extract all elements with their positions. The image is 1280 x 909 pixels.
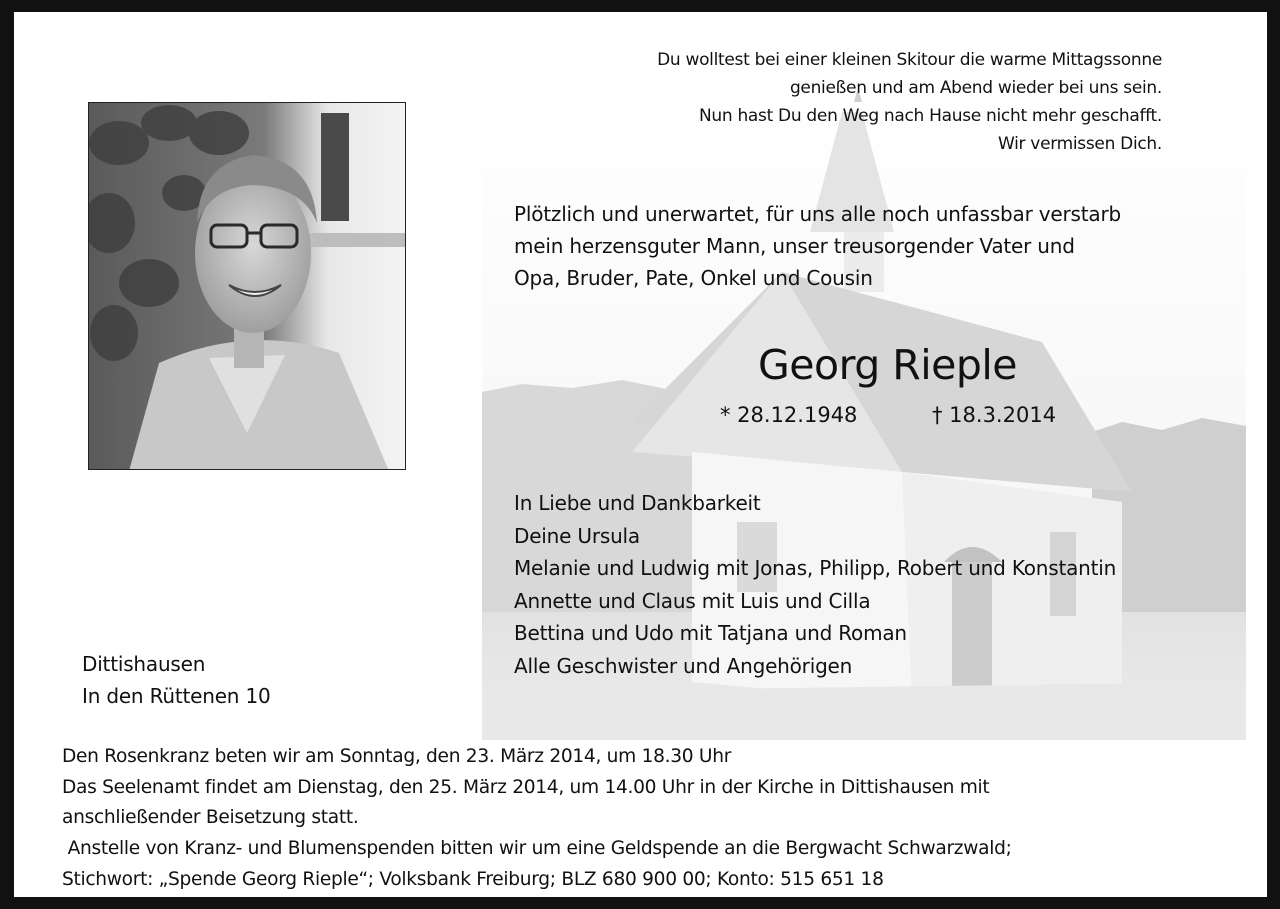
family-address [82,648,271,712]
intro-line: mein herzensguter Mann, unser treusorgender Vater und [514,234,1075,258]
notice-line: anschließender Beisetzung statt. [62,807,359,829]
birth-date: * 28.12.1948 [720,403,858,427]
mourner-line: Annette und Claus mit Luis und Cilla [514,588,871,613]
intro-line: Plötzlich und unerwartet, für uns alle noch unfassbar verstarb [514,202,1121,226]
verse-line: Wir vermissen Dich. [997,134,1162,154]
memorial-verse [657,46,1162,158]
mourner-line: Deine Ursula [514,523,640,548]
verse-line: genießen und am Abend wieder bei uns sein. [789,78,1162,98]
notice-line: Stichwort: „Spende Georg Rieple“; Volksbank Freiburg; BLZ 680 900 00; Konto: 515 651 18 [62,868,884,890]
portrait-photo [88,102,406,470]
service-notice [62,742,1012,896]
death-date: † 18.3.2014 [932,403,1057,427]
notice-line: Das Seelenamt findet am Dienstag, den 25. März 2014, um 14.00 Uhr in der Kirche in Dittishausen mit [62,776,990,798]
notice-line: Den Rosenkranz beten wir am Sonntag, den 23. März 2014, um 18.30 Uhr [62,746,732,767]
mourner-line: Alle Geschwister und Angehörigen [514,653,853,678]
notice-line: Anstelle von Kranz- und Blumenspenden bitten wir um eine Geldspende an die Bergwacht Schwarzwald; [62,838,1012,860]
address-town: Dittishausen [82,652,206,676]
announcement-intro [514,198,1121,294]
mourner-line: In Liebe und Dankbarkeit [514,491,761,515]
verse-line: Nun hast Du den Weg nach Hause nicht mehr geschafft. [698,106,1162,126]
intro-line: Opa, Bruder, Pate, Onkel und Cousin [514,266,873,290]
deceased-name: Georg Rieple [758,341,1018,389]
address-street: In den Rüttenen 10 [82,684,271,708]
mourner-line: Bettina und Udo mit Tatjana und Roman [514,621,907,645]
verse-line: Du wolltest bei einer kleinen Skitour die warme Mittagssonne [657,50,1162,70]
mourners-list [514,487,1116,682]
mourner-line: Melanie und Ludwig mit Jonas, Philipp, Robert und Konstantin [514,556,1117,580]
